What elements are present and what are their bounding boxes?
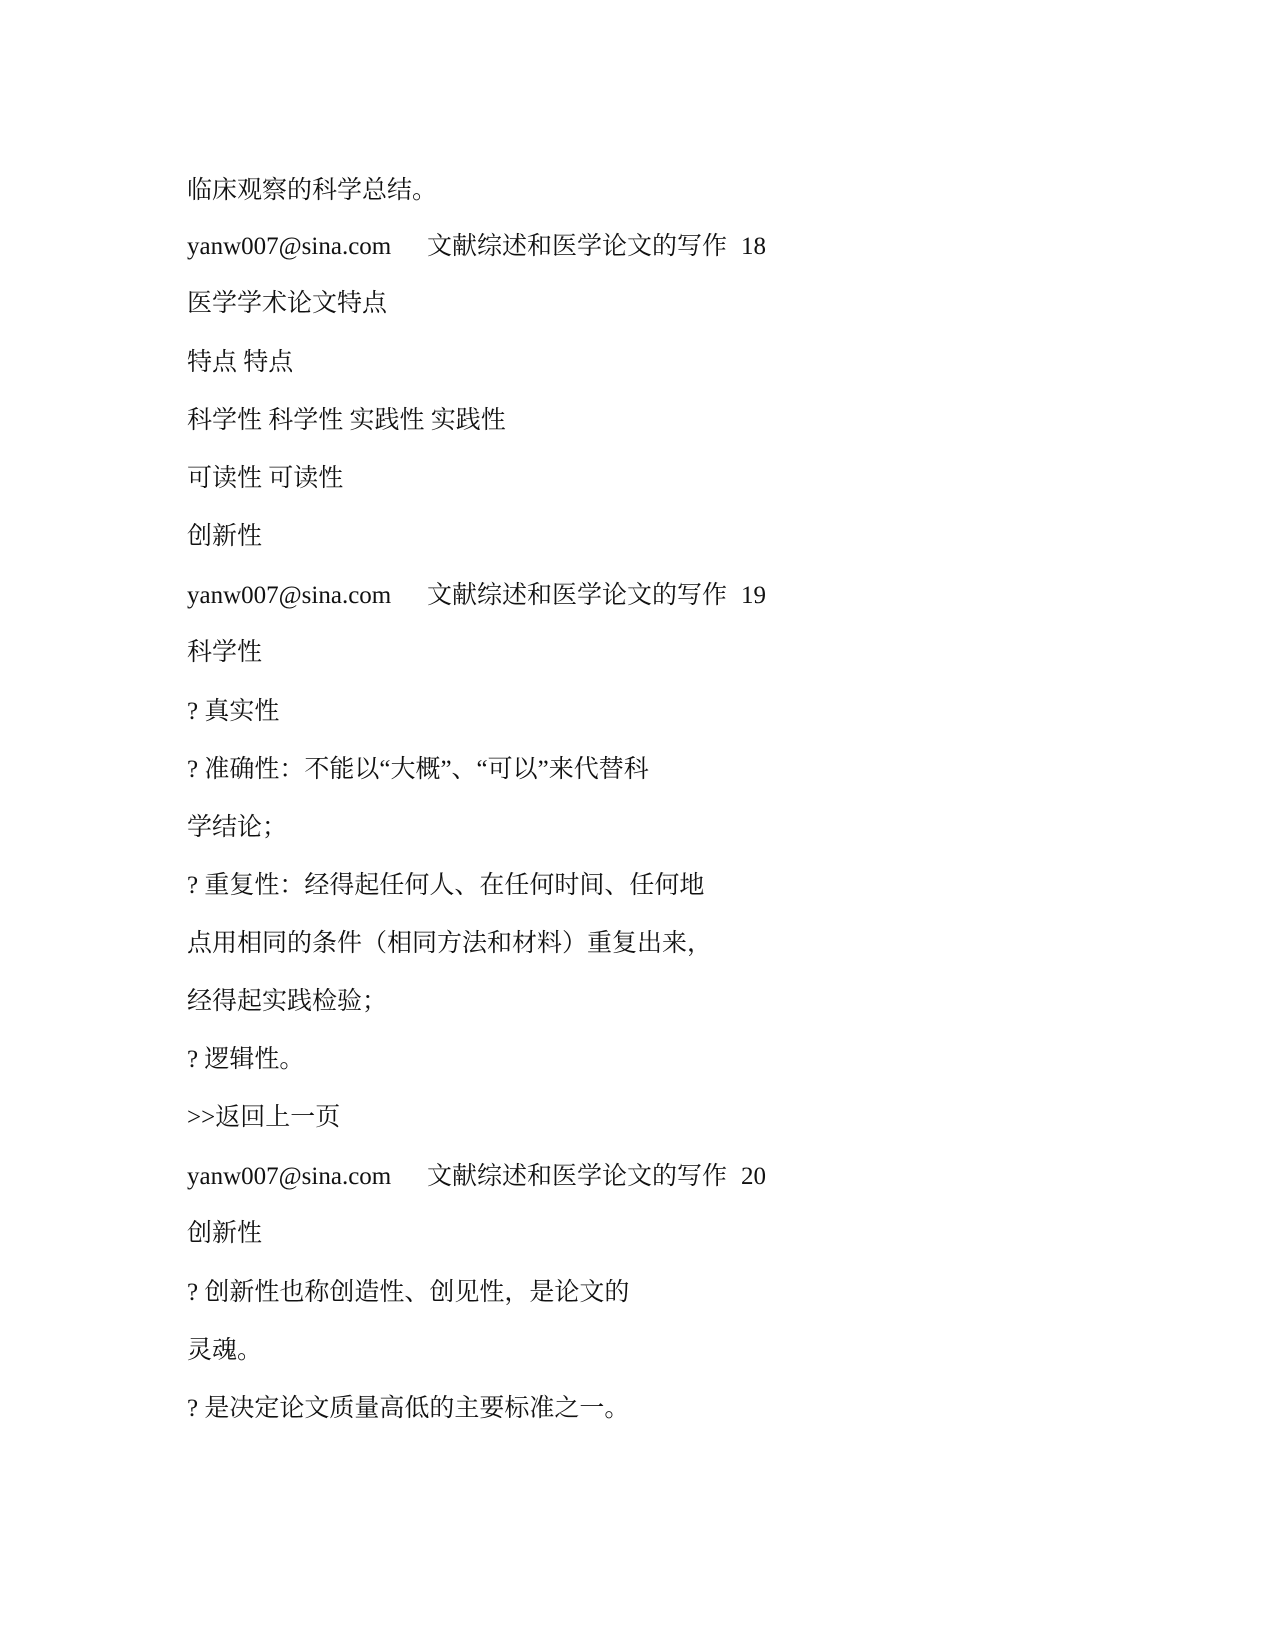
back-link[interactable]: >>返回上一页	[187, 1104, 341, 1131]
text-line: 特点 特点	[187, 349, 294, 376]
text-line: 灵魂。	[187, 1337, 263, 1364]
bullet-item: ? 真实性	[187, 698, 280, 725]
text-line: 科学性 科学性 实践性 实践性	[187, 407, 506, 434]
slide-title: 文献综述和医学论文的写作	[427, 582, 728, 609]
text-line: 经得起实践检验；	[187, 988, 388, 1015]
text-line: 点用相同的条件（相同方法和材料）重复出来，	[187, 930, 713, 957]
author-email: yanw007@sina.com	[187, 233, 392, 260]
section-heading: 科学性	[187, 639, 263, 666]
section-heading: 创新性	[187, 1220, 263, 1247]
author-email: yanw007@sina.com	[187, 582, 392, 609]
slide-header-20	[187, 1162, 766, 1192]
slide-header-19	[187, 581, 766, 611]
text-line: 创新性	[187, 523, 263, 550]
bullet-item: ? 是决定论文质量高低的主要标准之一。	[187, 1395, 630, 1422]
slide-header-18	[187, 232, 766, 262]
author-email: yanw007@sina.com	[187, 1163, 392, 1190]
slide-title: 文献综述和医学论文的写作	[427, 1163, 728, 1190]
bullet-item: ? 逻辑性。	[187, 1046, 305, 1073]
bullet-item: ? 重复性：经得起任何人、在任何时间、任何地	[187, 872, 705, 899]
slide-title: 文献综述和医学论文的写作	[427, 233, 728, 260]
text-line: 可读性 可读性	[187, 465, 344, 492]
page-number: 20	[741, 1163, 767, 1190]
page-number: 18	[741, 233, 767, 260]
page-number: 19	[741, 582, 767, 609]
bullet-item: ? 准确性：不能以“大概”、“可以”来代替科	[187, 756, 649, 783]
bullet-item: ? 创新性也称创造性、创见性，是论文的	[187, 1279, 630, 1306]
text-line: 临床观察的科学总结。	[187, 177, 438, 204]
text-line: 学结论；	[187, 814, 288, 841]
section-heading: 医学学术论文特点	[187, 290, 388, 317]
